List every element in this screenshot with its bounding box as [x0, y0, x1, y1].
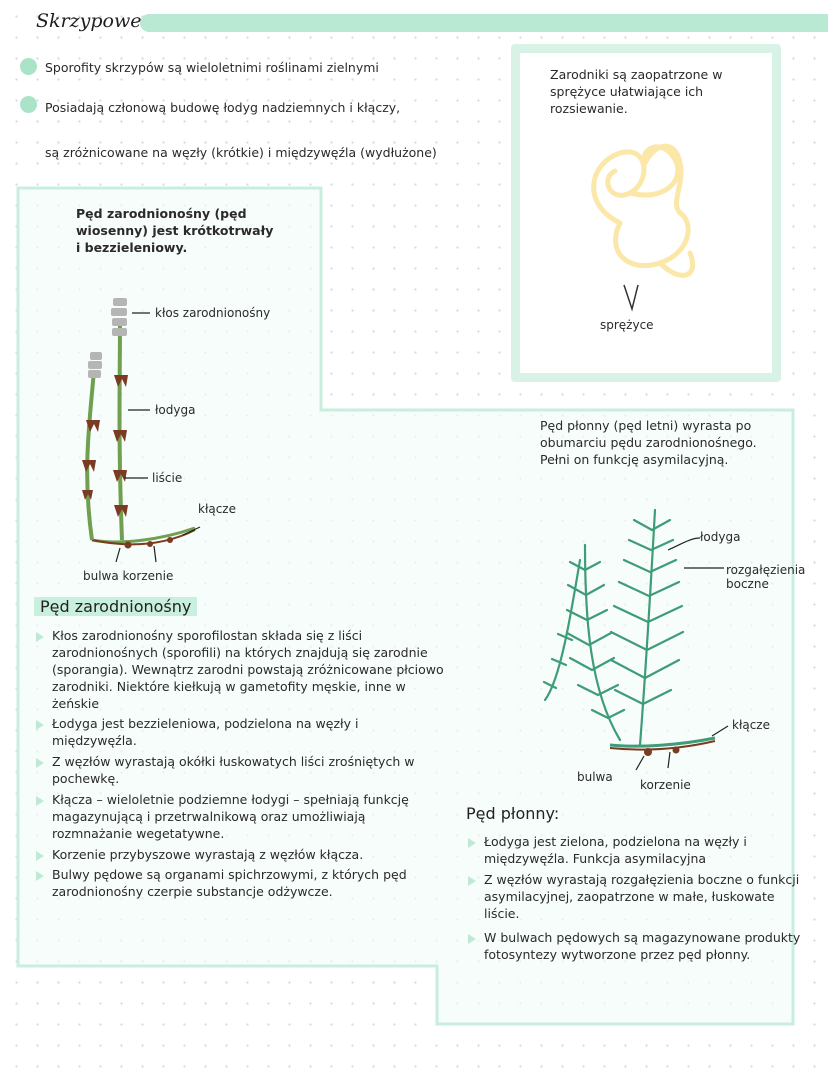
spring-note-3: Z węzłów wyrastają okółki łuskowatych liści zrośniętych w pochewkę. [34, 754, 444, 788]
spring-note-2: Łodyga jest bezzieleniowa, podzielona na węzły i międzywęźla. [34, 716, 444, 750]
spring-label-klacze: kłącze [198, 502, 236, 516]
summer-shoot-description: Pęd płonny (pęd letni) wyrasta po obumarciu pędu zarodnionośnego. Pełni on funkcję asymilacyjną. [540, 418, 757, 467]
page-title: Skrzypowe [36, 10, 142, 32]
intro-item-1: Sporofity skrzypów są wieloletnimi roślinami zielnymi [45, 60, 379, 75]
summer-note-2: Z węzłów wyrastają rozgałęzienia boczne o funkcji asymilacyjnej, zaopatrzone w małe, łuskowate liście. [466, 872, 806, 923]
spore-text: Zarodniki są zaopatrzone w sprężyce ułatwiające ich rozsiewanie. [550, 67, 723, 116]
spring-label-klos: kłos zarodnionośny [155, 306, 271, 320]
summer-label-bulwa: bulwa [577, 770, 613, 784]
spring-label-bulwa-korzenie: bulwa korzenie [83, 569, 174, 583]
summer-heading: Pęd płonny: [466, 804, 560, 823]
spring-label-lodyga: łodyga [155, 403, 196, 417]
intro-item-2: Posiadają członową budowę łodyg nadziemnych i kłączy, [45, 100, 401, 115]
summer-note-1: Łodyga jest zielona, podzielona na węzły i międzywęźla. Funkcja asymilacyjna [466, 834, 806, 868]
summer-notes-list [466, 834, 806, 968]
spring-note-4: Kłącza – wieloletnie podziemne łodygi – spełniają funkcję magazynującą i przetrwalnikową oraz umożliwiają rozmnażanie wegetatywne. [34, 792, 444, 843]
spring-label-liscie: liście [152, 471, 183, 485]
summer-label-rozgalezienia: rozgałęzienia boczne [726, 563, 806, 591]
spore-spring-label: sprężyce [600, 318, 654, 332]
summer-label-lodyga: łodyga [700, 530, 741, 544]
spring-note-6: Bulwy pędowe są organami spichrzowymi, z których pęd zarodnionośny czerpie substancje odżywcze. [34, 867, 444, 901]
spring-note-1: Kłos zarodnionośny sporofilostan składa się z liści zarodnionośnych (sporofili) na których znajdują się zarodnie (sporangia). Wewnątrz zarodni powstają zróżnicowane płciowo zarodniki. Niektóre kiełkują w gametofity męskie, inne w żeńskie [34, 628, 444, 712]
spring-heading: Pęd zarodnionośny [34, 597, 197, 616]
summer-label-klacze: kłącze [732, 718, 770, 732]
summer-label-korzenie: korzenie [640, 778, 691, 792]
spring-note-5: Korzenie przybyszowe wyrastają z węzłów kłącza. [34, 847, 444, 864]
summer-note-3: W bulwach pędowych są magazynowane produkty fotosyntezy wytworzone przez pęd płonny. [466, 930, 806, 964]
intro-item-3: są zróżnicowane na węzły (krótkie) i międzywęźla (wydłużone) [45, 145, 437, 160]
spring-shoot-description: Pęd zarodnionośny (pęd wiosenny) jest krótkotrwały i bezzieleniowy. [76, 206, 274, 255]
